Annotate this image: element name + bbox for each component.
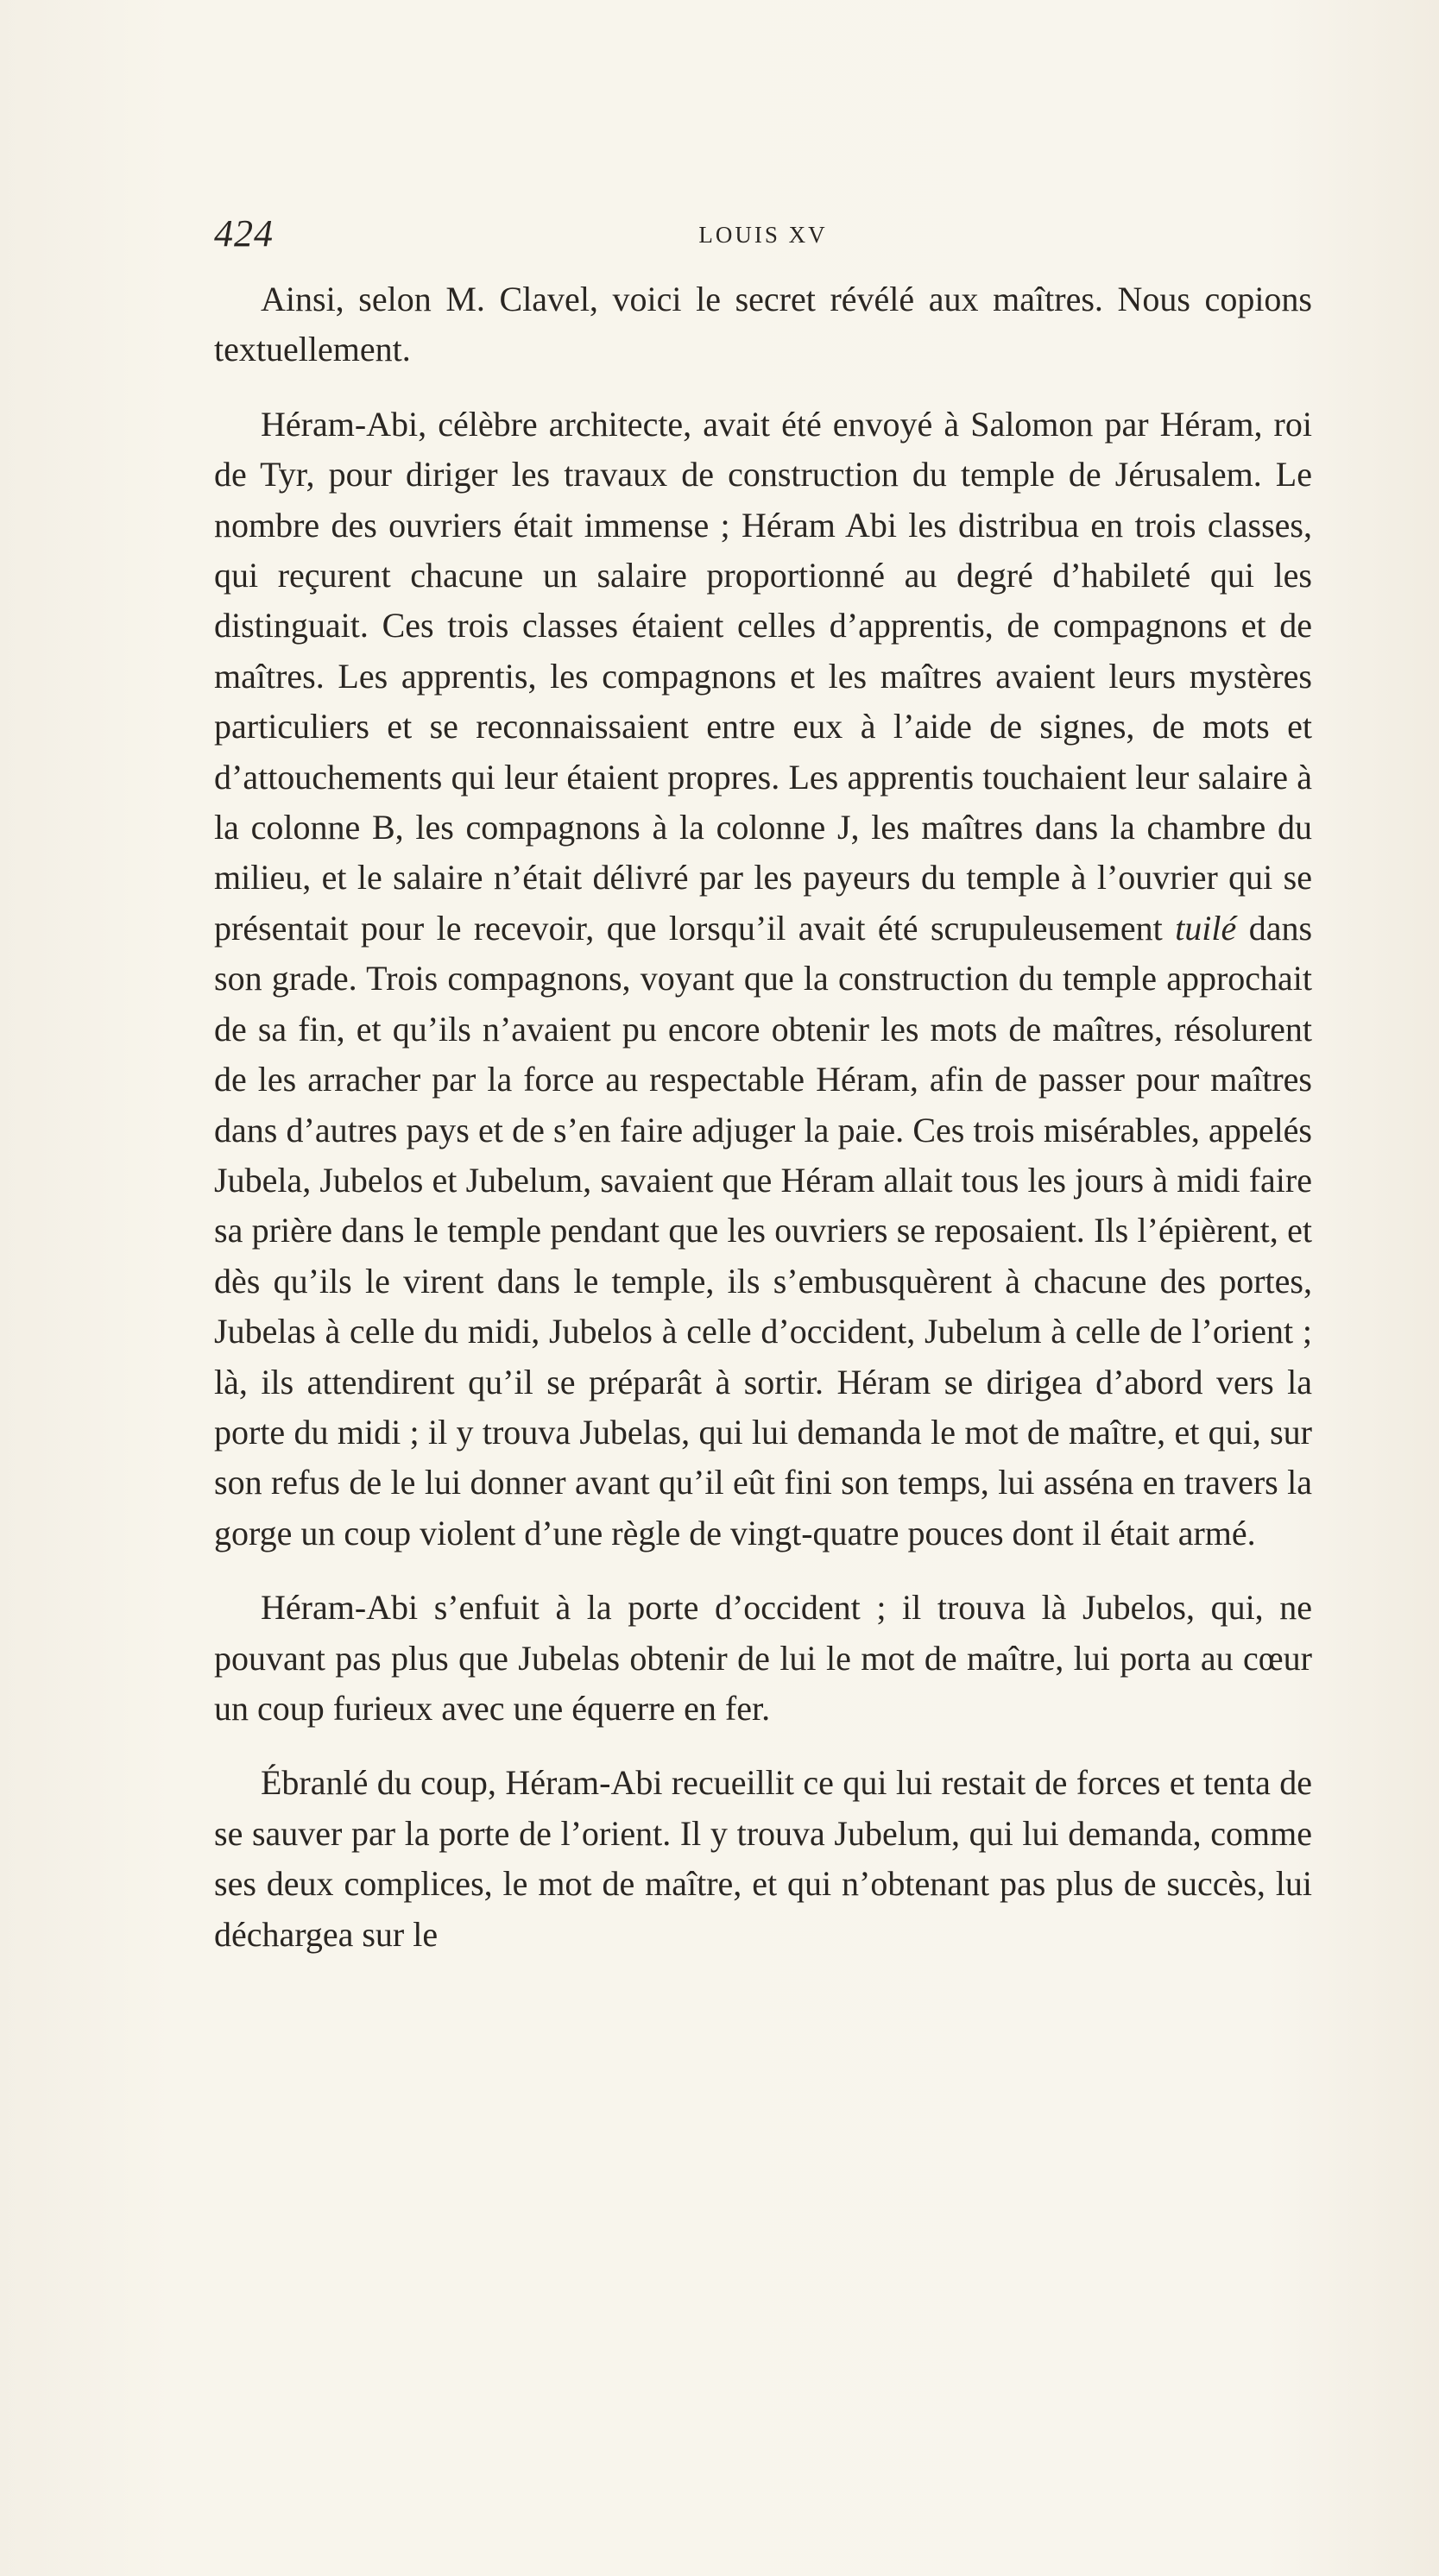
page-header <box>214 211 1312 263</box>
paragraph-2 <box>214 400 1312 1559</box>
paragraph-4: Ébranlé du coup, Héram-Abi recueillit ce qui lui restait de forces et tenta de se sauver par la porte de l’orient. Il y trouva Jubelum, qui lui demanda, comme ses deux complices, le mot de maître, et qui n’obtenant pas plus de succès, lui déchargea sur le <box>214 1763 1312 1954</box>
running-title: LOUIS XV <box>698 222 828 248</box>
body-text <box>214 274 1312 1984</box>
paragraph-2-part-1: Héram-Abi, célèbre architecte, avait été envoyé à Salomon par Héram, roi de Tyr, pour diriger les travaux de construction du temple de Jérusalem. Le nombre des ouvriers était immense ; Héram Abi les distribua en trois classes, qui reçurent chacune un salaire proportionné au degré d’habileté qui les distinguait. Ces trois classes étaient celles d’apprentis, de compagnons et de maîtres. Les apprentis, les compagnons et les maîtres avaient leurs mystères particuliers et se reconnaissaient entre eux à l’aide de signes, de mots et d’attouchements qui leur étaient propres. Les apprentis touchaient leur salaire à la colonne B, les compagnons à la colonne J, les maîtres dans la chambre du milieu, et le salaire n’était délivré par les payeurs du temple à l’ouvrier qui se présentait pour le recevoir, que lorsqu’il avait été scrupuleusement <box>214 404 1312 948</box>
paragraph-2-part-2: dans son grade. Trois compagnons, voyant que la construction du temple approchait de sa fin, et qu’ils n’avaient pu encore obtenir les mots de maîtres, résolurent de les arracher par la force au respectable Héram, afin de passer pour maîtres dans d’autres pays et de s’en faire adjuger la paie. Ces trois misérables, appelés Jubela, Jubelos et Jubelum, savaient que Héram allait tous les jours à midi faire sa prière dans le temple pendant que les ouvriers se reposaient. Ils l’épièrent, et dès qu’ils le virent dans le temple, ils s’embusquèrent à chacune des portes, Jubelas à celle du midi, Jubelos à celle d’occident, Jubelum à celle de l’orient ; là, ils attendirent qu’il se préparât à sortir. Héram se dirigea d’abord vers la porte du midi ; il y trouva Jubelas, qui lui demanda le mot de maître, et qui, sur son refus de le lui donner avant qu’il eût fini son temps, lui asséna en travers la gorge un coup violent d’une règle de vingt-quatre pouces dont il était armé. <box>214 908 1313 1553</box>
page-number: 424 <box>214 212 274 255</box>
paragraph-2-italic-word: tuilé <box>1175 908 1237 948</box>
paragraph-3: Héram-Abi s’enfuit à la porte d’occident ; il trouva là Jubelos, qui, ne pouvant pas plus que Jubelas obtenir de lui le mot de maître, lui porta au cœur un coup furieux avec une équerre en fer. <box>214 1588 1312 1728</box>
paragraph-1: Ainsi, selon M. Clavel, voici le secret révélé aux maîtres. Nous copions textuellement. <box>214 280 1312 369</box>
